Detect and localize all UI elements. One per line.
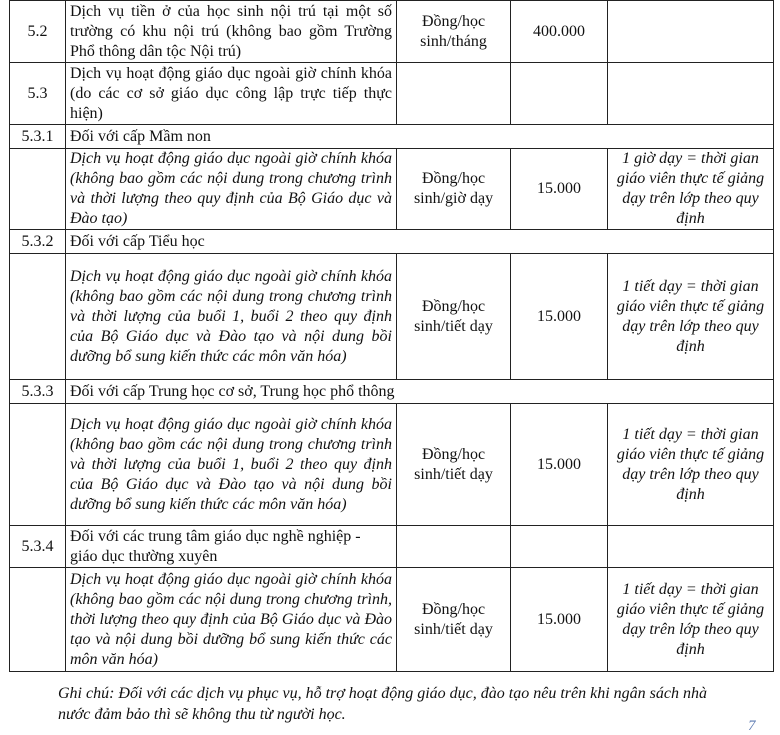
row-description: Dịch vụ hoạt động giáo dục ngoài giờ chính khóa (không bao gồm các nội dung trong chương trình và thời lượng theo quy định của Bộ Giáo dục và Đào tạo) [66, 149, 397, 230]
row-price [511, 63, 608, 125]
section-heading: Đối với cấp Mầm non [66, 125, 774, 149]
row-description: Dịch vụ hoạt động giáo dục ngoài giờ chính khóa (do các cơ sở giáo dục công lập trực tiếp thực hiện) [66, 63, 397, 125]
table-row-5-3-4 [10, 526, 774, 568]
row-code: 5.3 [10, 63, 66, 125]
row-price: 400.000 [511, 1, 608, 63]
row-description: Dịch vụ tiền ở của học sinh nội trú tại một số trường có khu nội trú (không bao gồm Trường Phổ thông dân tộc Nội trú) [66, 1, 397, 63]
row-unit: Đồng/học sinh/tiết dạy [397, 404, 511, 526]
row-unit: Đồng/học sinh/tiết dạy [397, 254, 511, 380]
row-description: Dịch vụ hoạt động giáo dục ngoài giờ chính khóa (không bao gồm các nội dung trong chương trình và thời lượng của buổi 1, buổi 2 theo quy định của Bộ Giáo dục và Đào tạo và nội dung bồi dưỡng bổ sung kiến thức các môn văn hóa) [66, 254, 397, 380]
section-heading: Đối với cấp Trung học cơ sở, Trung học phổ thông [66, 380, 774, 404]
empty-cell [608, 526, 774, 568]
table-row-5-3-1 [10, 125, 774, 149]
row-code [10, 404, 66, 526]
table-row-5-3-4-detail [10, 568, 774, 672]
row-code [10, 149, 66, 230]
row-description: Dịch vụ hoạt động giáo dục ngoài giờ chính khóa (không bao gồm các nội dung trong chương trình và thời lượng của buổi 1, buổi 2 theo quy định của Bộ Giáo dục và Đào tạo và nội dung bồi dưỡng bổ sung kiến thức các môn văn hóa) [66, 404, 397, 526]
fee-table [9, 0, 774, 672]
table-row-5-3-1-detail [10, 149, 774, 230]
row-note: 1 tiết dạy = thời gian giáo viên thực tế giảng dạy trên lớp theo quy định [608, 568, 774, 672]
table-row-5-3-2 [10, 230, 774, 254]
row-description: Dịch vụ hoạt động giáo dục ngoài giờ chính khóa (không bao gồm các nội dung trong chương trình, thời lượng theo quy định của Bộ Giáo dục và Đào tạo và nội dung bồi dưỡng bổ sung kiến thức các môn văn hóa) [66, 568, 397, 672]
table-row-5-2 [10, 1, 774, 63]
row-code: 5.3.4 [10, 526, 66, 568]
row-price: 15.000 [511, 254, 608, 380]
row-note [608, 63, 774, 125]
row-note: 1 tiết dạy = thời gian giáo viên thực tế giảng dạy trên lớp theo quy định [608, 404, 774, 526]
row-code: 5.3.2 [10, 230, 66, 254]
table-row-5-3-3 [10, 380, 774, 404]
row-code [10, 568, 66, 672]
row-note: 1 tiết dạy = thời gian giáo viên thực tế giảng dạy trên lớp theo quy định [608, 254, 774, 380]
row-price: 15.000 [511, 404, 608, 526]
table-row-5-3 [10, 63, 774, 125]
row-price: 15.000 [511, 149, 608, 230]
row-unit: Đồng/học sinh/tháng [397, 1, 511, 63]
empty-cell [397, 526, 511, 568]
margin-mark: 7 [748, 718, 756, 734]
footnote: Ghi chú: Đối với các dịch vụ phục vụ, hỗ trợ hoạt động giáo dục, đào tạo nêu trên khi ngân sách nhà nước đảm bảo thì sẽ không thu từ người học. [58, 685, 707, 723]
row-note [608, 1, 774, 63]
row-note: 1 giờ dạy = thời gian giáo viên thực tế giảng dạy trên lớp theo quy định [608, 149, 774, 230]
row-price: 15.000 [511, 568, 608, 672]
section-heading: Đối với cấp Tiểu học [66, 230, 774, 254]
section-heading: Đối với các trung tâm giáo dục nghề nghiệp - giáo dục thường xuyên [66, 526, 397, 568]
row-code: 5.2 [10, 1, 66, 63]
row-unit [397, 63, 511, 125]
row-code [10, 254, 66, 380]
table-row-5-3-2-detail [10, 254, 774, 380]
row-unit: Đồng/học sinh/tiết dạy [397, 568, 511, 672]
row-code: 5.3.3 [10, 380, 66, 404]
table-row-5-3-3-detail [10, 404, 774, 526]
empty-cell [511, 526, 608, 568]
row-code: 5.3.1 [10, 125, 66, 149]
row-unit: Đồng/học sinh/giờ dạy [397, 149, 511, 230]
